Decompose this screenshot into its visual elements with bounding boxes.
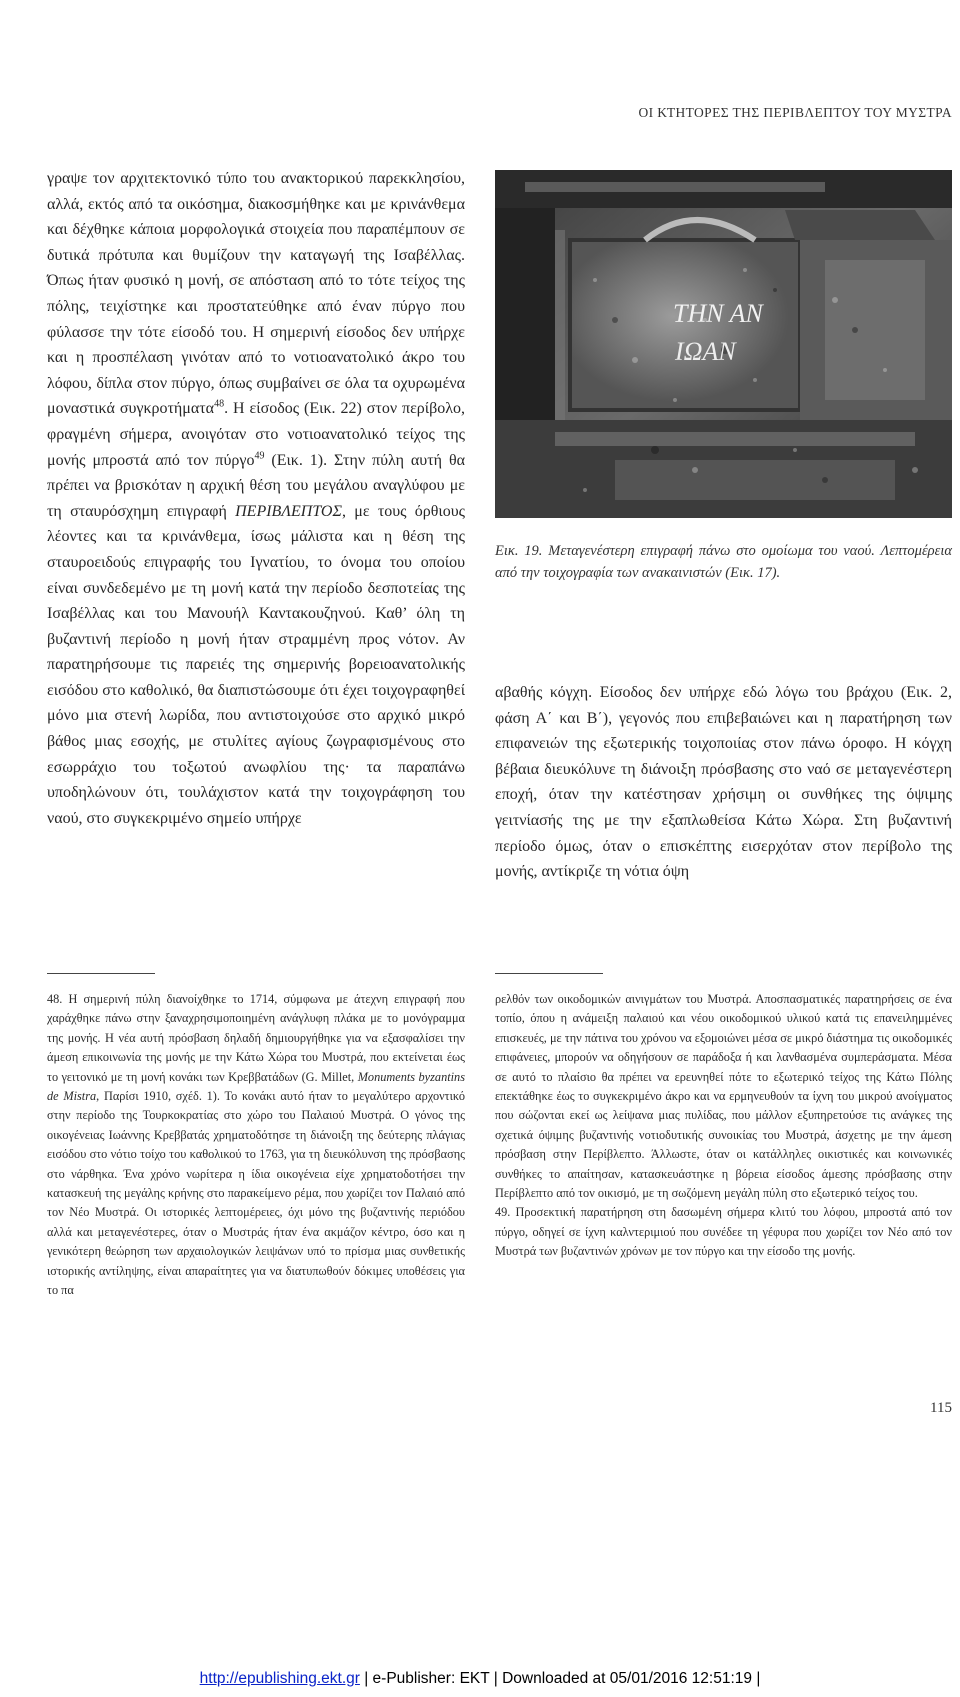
download-notice-text: | e-Publisher: EKT | Downloaded at 05/01/2016 12:51:19 |	[359, 1670, 761, 1687]
page-number: 115	[930, 1400, 952, 1416]
footnote-49: 49. Προσεκτική παρατήρηση στη δασωμένη σήμερα κλιτύ του λόφου, μπροστά από τον πύργο, οδηγεί σε ίχνη καλντεριμιού που συνέδεε τη γέφυρα που χωρίζει τον Νέο από τον Μυστρά των βυζαντινών χρόνων με τον πύργο και την είσοδο της μονής.	[495, 1205, 952, 1259]
download-notice	[0, 1670, 960, 1688]
fresco-inscription-line1: ΤΗΝ ΑΝ	[673, 299, 763, 328]
epublishing-link[interactable]: http://epublishing.ekt.gr	[199, 1670, 360, 1687]
footnote-ref-49[interactable]: 49	[254, 450, 265, 462]
footnote-48-book-title: Monuments byzantins de Mistra	[47, 1069, 465, 1104]
footnote-48-part1: 48. Η σημερινή πύλη διανοίχθηκε το 1714, σύμφωνα με άτεχνη επιγραφή που χαράχθηκε πάνω στην ξαναχρησιμοποιημένη ανάγλυφη πλάκα με το μονόγραμμα της μονής. Η νέα αυτή πρόσβαση δηλαδή δημιουργήθηκε για να εξασφαλίσει την άμεση επικοινωνία της μονής με την Κάτω Χώρα του Μυστρά, που εκτείνεται έως το γειτονικό με τη μονή κονάκι των Κρεββατάδων (G. Millet,	[47, 992, 465, 1084]
footnotes-left-column	[47, 990, 465, 1301]
footnote-ref-48[interactable]: 48	[214, 399, 225, 411]
footnote-rule-left	[47, 973, 155, 974]
figure-caption: Εικ. 19. Μεταγενέστερη επιγραφή πάνω στο ομοίωμα του ναού. Λεπτομέρεια από την τοιχογραφία των ανακαινιστών (Εικ. 17).	[495, 543, 952, 581]
body-left-p4: , με τους όρθιους λέοντες και τα κρινάνθεμα, ίσως μάλιστα και η θέση της σταυροειδούς επιγραφής του Ιγνατίου, το όνομα του οποίου είναι συνδεδεμένο με τη μονή κατά την περίοδο δεσποτείας της Ισαβέλλας και του Μανουήλ Καντακουζηνού. Καθ’ όλη τη βυζαντινή περίοδο η μονή ήταν στραμμένη προς νότον. Αν παρατηρήσουμε τις παρειές της σημερινής βορειοανατολικής εισόδου στο καθολικό, θα διαπιστώσουμε ότι έχει τοιχογραφηθεί μόνο μια στενή λωρίδα, που αντιστοιχούσε στο αρχικό μικρό βάθος μιας εσοχής, με στυλίτες αγίους ζωγραφισμένους στο εσωρράχιο του τοξωτού ανωφλίου της· τα παραπάνω υποδηλώνουν ότι, τουλάχιστον κατά την τοιχογράφηση του ναού, στο συγκεκριμένο σημείο υπήρχε	[47, 502, 465, 827]
figure-19-photo	[495, 170, 952, 518]
body-left-p3: (Εικ. 1). Στην πύλη αυτή θα πρέπει να βρισκόταν η αρχική θέση του μεγάλου αναγλύφου με τη σταυρόσχημη επιγραφή	[47, 451, 465, 520]
body-right-column	[495, 680, 952, 885]
body-left-column	[47, 166, 465, 831]
running-head: ΟΙ ΚΤΗΤΟΡΕΣ ΤΗΣ ΠΕΡΙΒΛΕΠΤΟΥ ΤΟΥ ΜΥΣΤΡΑ	[638, 105, 952, 120]
body-left-p2: . Η είσοδος (Εικ. 22) στον περίβολο, φραγμένη σήμερα, ανοιγόταν στο νοτιοανατολικό τείχος της μονής μπροστά από τον πύργο	[47, 400, 465, 469]
fresco-inscription-line2: ΙΩΑΝ	[675, 337, 736, 366]
fresco-image	[495, 170, 952, 518]
footnotes-right-column	[495, 990, 952, 1262]
footnote-48	[47, 990, 465, 1301]
footnote-48-part2: , Παρίσι 1910, σχέδ. 1). Το κονάκι αυτό ήταν το μεγαλύτερο αρχοντικό στην περίοδο της Τουρκοκρατίας στο χώρο του Παλαιού Μυστρά. Ο γόνος της οικογένειας Ιωάννης Κρεββατάς χρηματοδότησε τη διάνοιξη της δεύτερης πλάγιας εισόδου στο νότιο τοίχο του καθολικού το 1763, για τη διευκόλυνση της πρόσβασης στο νάρθηκα. Ένα χρόνο νωρίτερα η ίδια οικογένεια είχε χρηματοδοτήσει την κατασκευή της μεγάλης κρήνης στο παρακείμενο ρέμα, που χωρίζει τον Παλαιό από τον Νέο Μυστρά. Οι ιστορικές λεπτομέρειες, όχι μόνο της βυζαντινής περιόδου αλλά και μεταγενέστερες, όταν ο Μυστράς ήταν ένα ακμάζον κέντρο, όσο και η γενικότερη θεώρηση των αρχαιολογικών λειψάνων υπό το πρίσμα μιας συνθετικής ιστορικής αντίληψης, είναι απαραίτητες για να διατυπωθούν δόκιμες υποθέσεις για το πα	[47, 1089, 465, 1298]
inscription-text: ΠΕΡΙΒΛΕΠΤΟΣ	[235, 502, 342, 520]
footnote-rule-right	[495, 973, 603, 974]
body-left-p1: γραψε τον αρχιτεκτονικό τύπο του ανακτορικού παρεκκλησίου, αλλά, εκτός από τα οικόσημα, διακοσμήθηκε και με κρινάνθεμα και δέχθηκε κάποια μορφολογικά στοιχεία που παραπέμπουν σε δυτικά πρότυπα και θυμίζουν την καταγωγή της Ισαβέλλας. Όπως ήταν φυσικό η μονή, σε απόσταση από το τότε τείχος της πόλης, τειχίστηκε και προστατεύθηκε από έναν πύργο που φύλασσε την τότε είσοδό του. Η σημερινή είσοδος δεν υπήρχε και η προσπέλαση γινόταν από το νοτιοανατολικό άκρο του λόφου, δίπλα στον πύργο, όπως συμβαίνει σε όλα τα οχυρωμένα μοναστικά συγκροτήματα	[47, 170, 465, 418]
footnote-48-continued: ρελθόν των οικοδομικών αινιγμάτων του Μυστρά. Αποσπασματικές παρατηρήσεις σε ένα τοπίο, όπου η ανάμειξη παλαιού και νέου οικοδομικού υλικού κατά τις επανειλημμένες επισκευές, με την πάτινα του χρόνου να εξομοιώνει μέσα σε μικρό διάστημα τις οικοδομικές επιφάνειες, μπορούν να οδηγήσουν σε παράδοξα ή και λανθασμένα συμπεράσματα. Μέσα σε αυτό το πλαίσιο θα πρέπει να ερευνηθεί πότε το εξωτερικό τείχος της Κάτω Πόλης επεκτάθηκε έως το συγκεκριμένο άκρο και να ερμηνευθούν τα ίχνη του μικρού ανοίγματος που σώζονται εκεί ως λείψανα μιας πυλίδας, που μάλλον εξυπηρετούσε τις ανάγκες της σχετικά όψιμης βυζαντινής νοτιοδυτικής συνοικίας του Μυστρά, άσχετης με την άμεση πρόσβαση στην Περίβλεπτο. Άλλωστε, όταν οι κατάλληλες οικιστικές και κοινωνικές συνθήκες το απαίτησαν, κατασκευάστηκε η βόρεια είσοδος άμεσης πρόσβασης στην Περίβλεπτο από τον οικισμό, με τη σωζόμενη μεγάλη πύλη στο εξωτερικό τείχος του.	[495, 992, 952, 1201]
body-right-p1: αβαθής κόγχη. Είσοδος δεν υπήρχε εδώ λόγω του βράχου (Εικ. 2, φάση Α΄ και Β΄), γεγονός που επιβεβαιώνει και η παρατήρηση των επιφανειών της εξωτερικής τοιχοποιίας στον πάνω όροφο. Η κόγχη βέβαια διευκόλυνε τη διάνοιξη πρόσβασης στο ναό σε μεταγενέστερη εποχή, όταν την κατέστησαν χρήσιμη οι συνθήκες της όψιμης γειτνίασής της με την εξαπλωθείσα Κάτω Χώρα. Στη βυζαντινή περίοδο όμως, όταν ο επισκέπτης εισερχόταν στον περίβολο της μονής, αντίκριζε τη νότια όψη	[495, 684, 952, 881]
